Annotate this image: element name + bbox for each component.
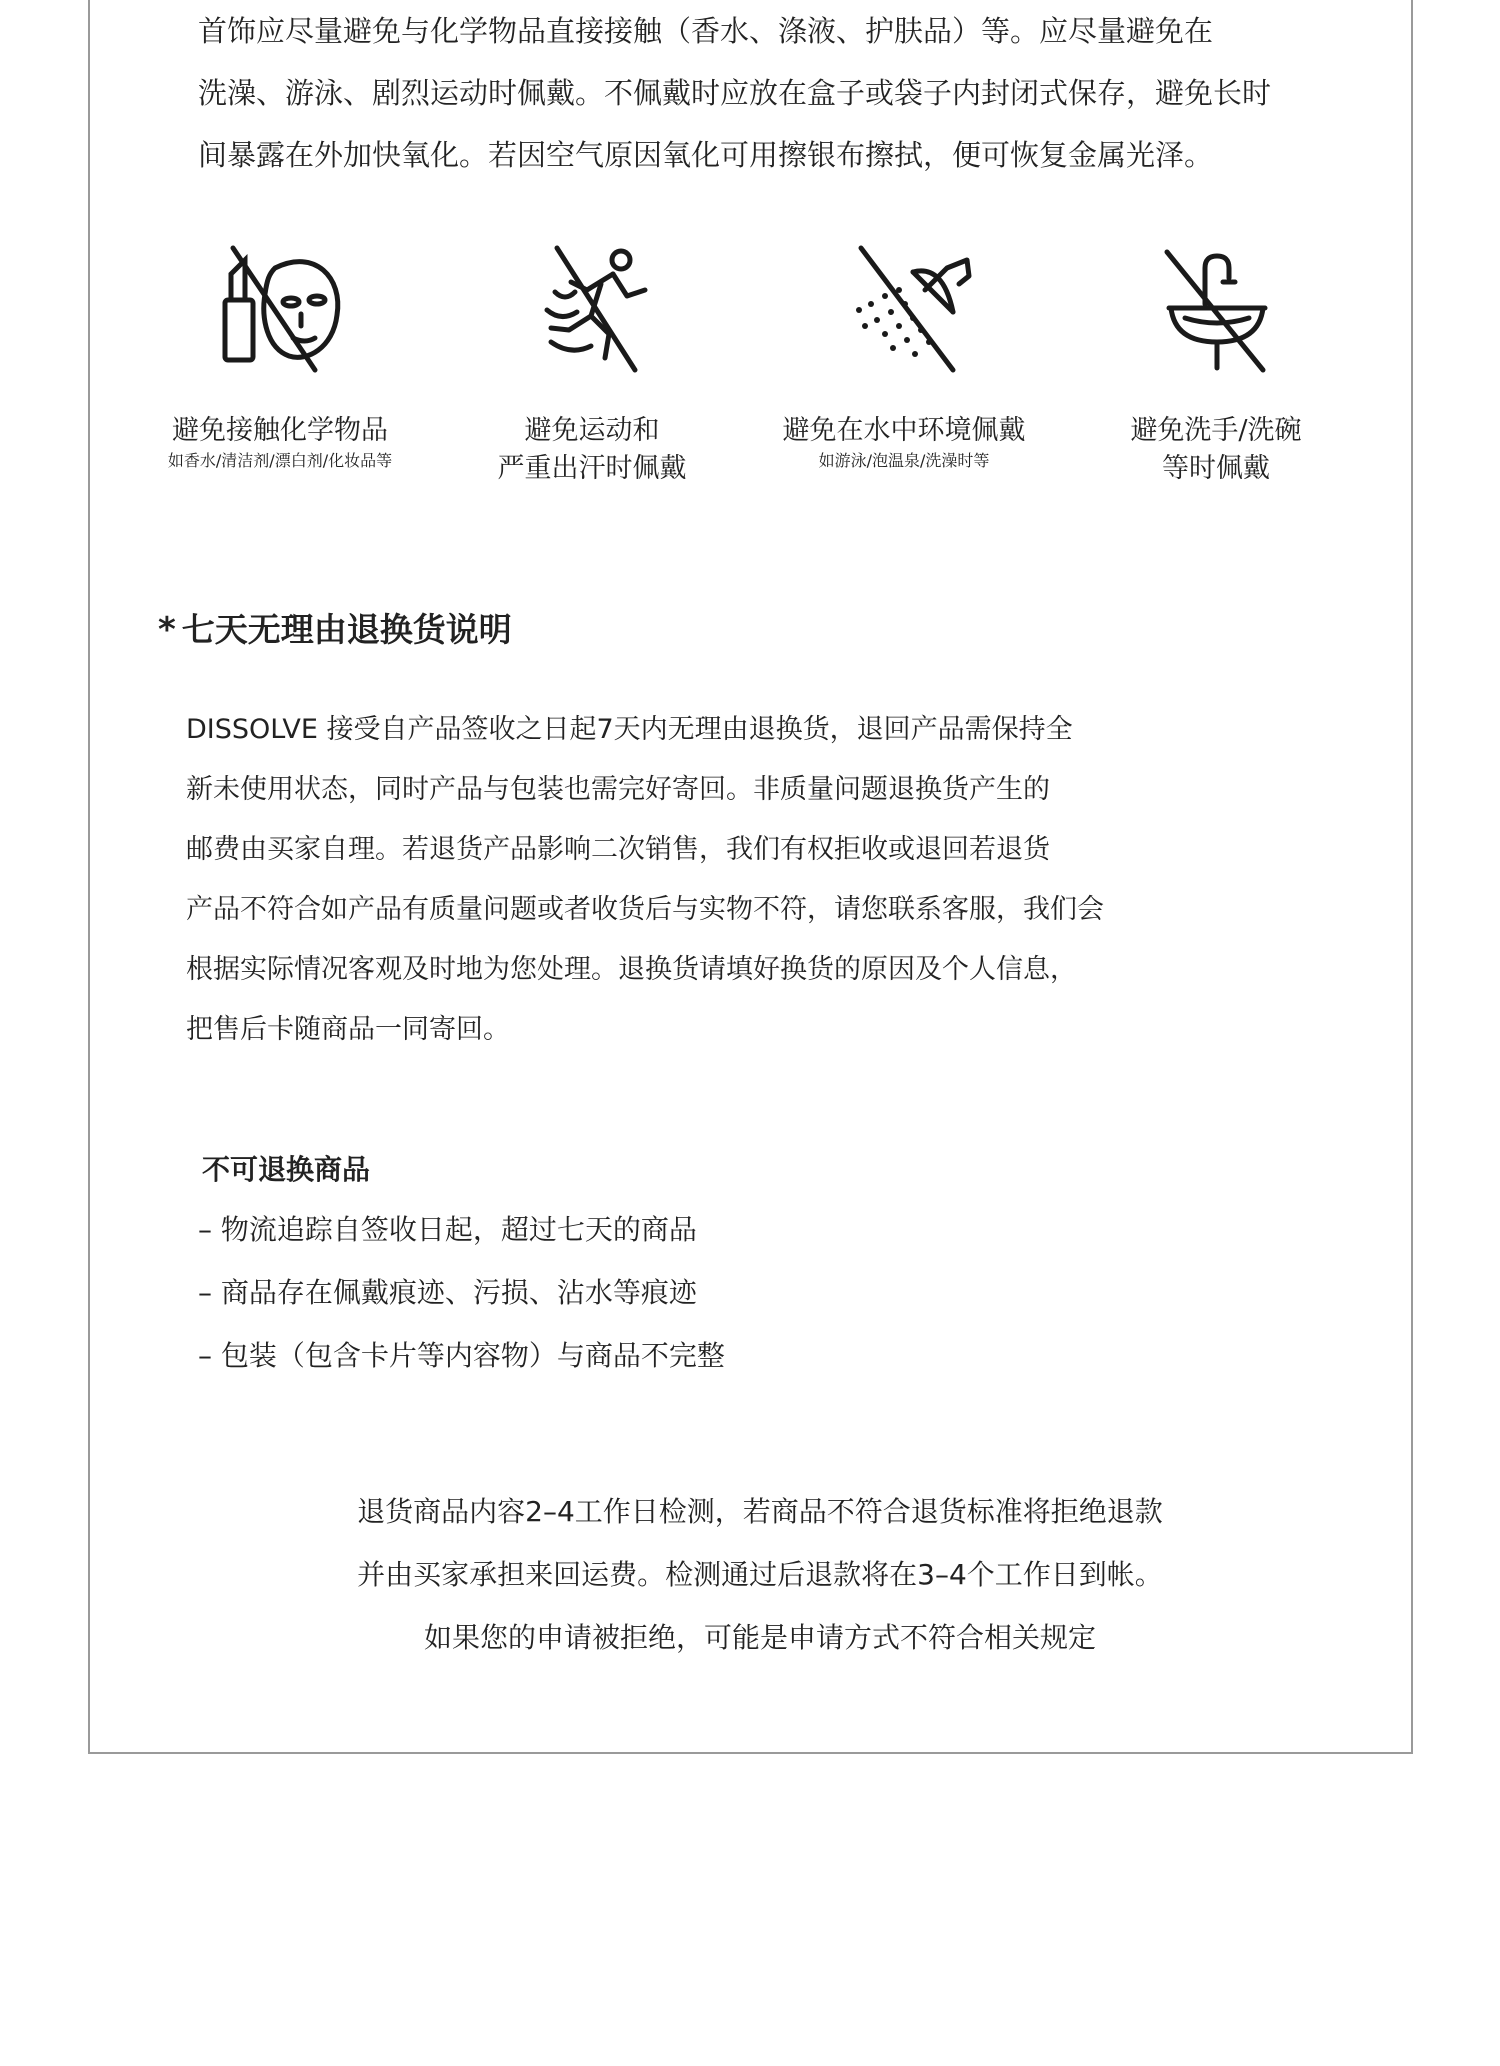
no-shower-icon <box>829 230 979 380</box>
care-icon-item <box>130 230 430 472</box>
policy-line: DISSOLVE 接受自产品签收之日起7天内无理由退换货，退回产品需保持全 <box>186 714 1073 745</box>
policy-line: 产品不符合如产品有质量问题或者收货后与实物不符，请您联系客服，我们会 <box>186 894 1104 925</box>
care-icon-label: 避免接触化学物品 <box>172 415 388 446</box>
policy-line: 邮费由买家自理。若退货产品影响二次销售，我们有权拒收或退回若退货 <box>186 834 1050 865</box>
care-icon-sublabel: 如游泳/泡温泉/洗澡时等 <box>818 451 990 470</box>
return-policy-body <box>186 700 1286 1060</box>
return-policy-title <box>158 604 512 651</box>
non-returnable-list <box>198 1198 725 1387</box>
care-icon-label <box>442 412 742 488</box>
care-icon-label-line: 等时佩戴 <box>1162 453 1270 484</box>
no-exercise-icon <box>517 230 667 380</box>
care-icon-row <box>130 230 1380 490</box>
care-icon-label <box>1066 412 1366 488</box>
policy-line: 新未使用状态，同时产品与包装也需完好寄回。非质量问题退换货产生的 <box>186 774 1050 805</box>
care-line: 首饰应尽量避免与化学物品直接接触（香水、涤液、护肤品）等。应尽量避免在 <box>198 14 1214 48</box>
no-cosmetics-icon <box>205 230 355 380</box>
refund-line: 如果您的申请被拒绝，可能是申请方式不符合相关规定 <box>423 1621 1096 1654</box>
list-item: – 物流追踪自签收日起，超过七天的商品 <box>198 1213 697 1246</box>
care-icon-sublabel: 如香水/清洁剂/漂白剂/化妆品等 <box>167 451 393 470</box>
list-item: – 商品存在佩戴痕迹、污损、沾水等痕迹 <box>198 1276 697 1309</box>
return-policy-title-text: 七天无理由退换货说明 <box>181 610 512 649</box>
policy-line: 把售后卡随商品一同寄回。 <box>186 1014 510 1045</box>
care-icon-label-line: 避免运动和 <box>524 415 660 446</box>
refund-line: 并由买家承担来回运费。检测通过后退款将在3–4个工作日到帐。 <box>357 1558 1163 1591</box>
list-item: – 包装（包含卡片等内容物）与商品不完整 <box>198 1339 725 1372</box>
care-icon-item <box>442 230 742 488</box>
policy-line: 根据实际情况客观及时地为您处理。退换货请填好换货的原因及个人信息， <box>186 954 1077 985</box>
care-icon-label-line: 避免洗手/洗碗 <box>1130 415 1302 446</box>
care-instructions <box>198 0 1348 186</box>
no-washing-icon <box>1141 230 1291 380</box>
care-icon-label: 避免在水中环境佩戴 <box>782 415 1026 446</box>
non-returnable-title: 不可退换商品 <box>202 1153 371 1186</box>
care-line: 间暴露在外加快氧化。若因空气原因氧化可用擦银布擦拭，便可恢复金属光泽。 <box>198 138 1214 172</box>
care-icon-item <box>1066 230 1366 488</box>
refund-note <box>230 1480 1290 1669</box>
care-icon-label-line: 严重出汗时佩戴 <box>497 453 687 484</box>
refund-line: 退货商品内容2–4工作日检测，若商品不符合退货标准将拒绝退款 <box>357 1495 1163 1528</box>
care-icon-item <box>754 230 1054 472</box>
title-star: * <box>158 610 176 650</box>
care-line: 洗澡、游泳、剧烈运动时佩戴。不佩戴时应放在盒子或袋子内封闭式保存，避免长时 <box>198 76 1272 110</box>
